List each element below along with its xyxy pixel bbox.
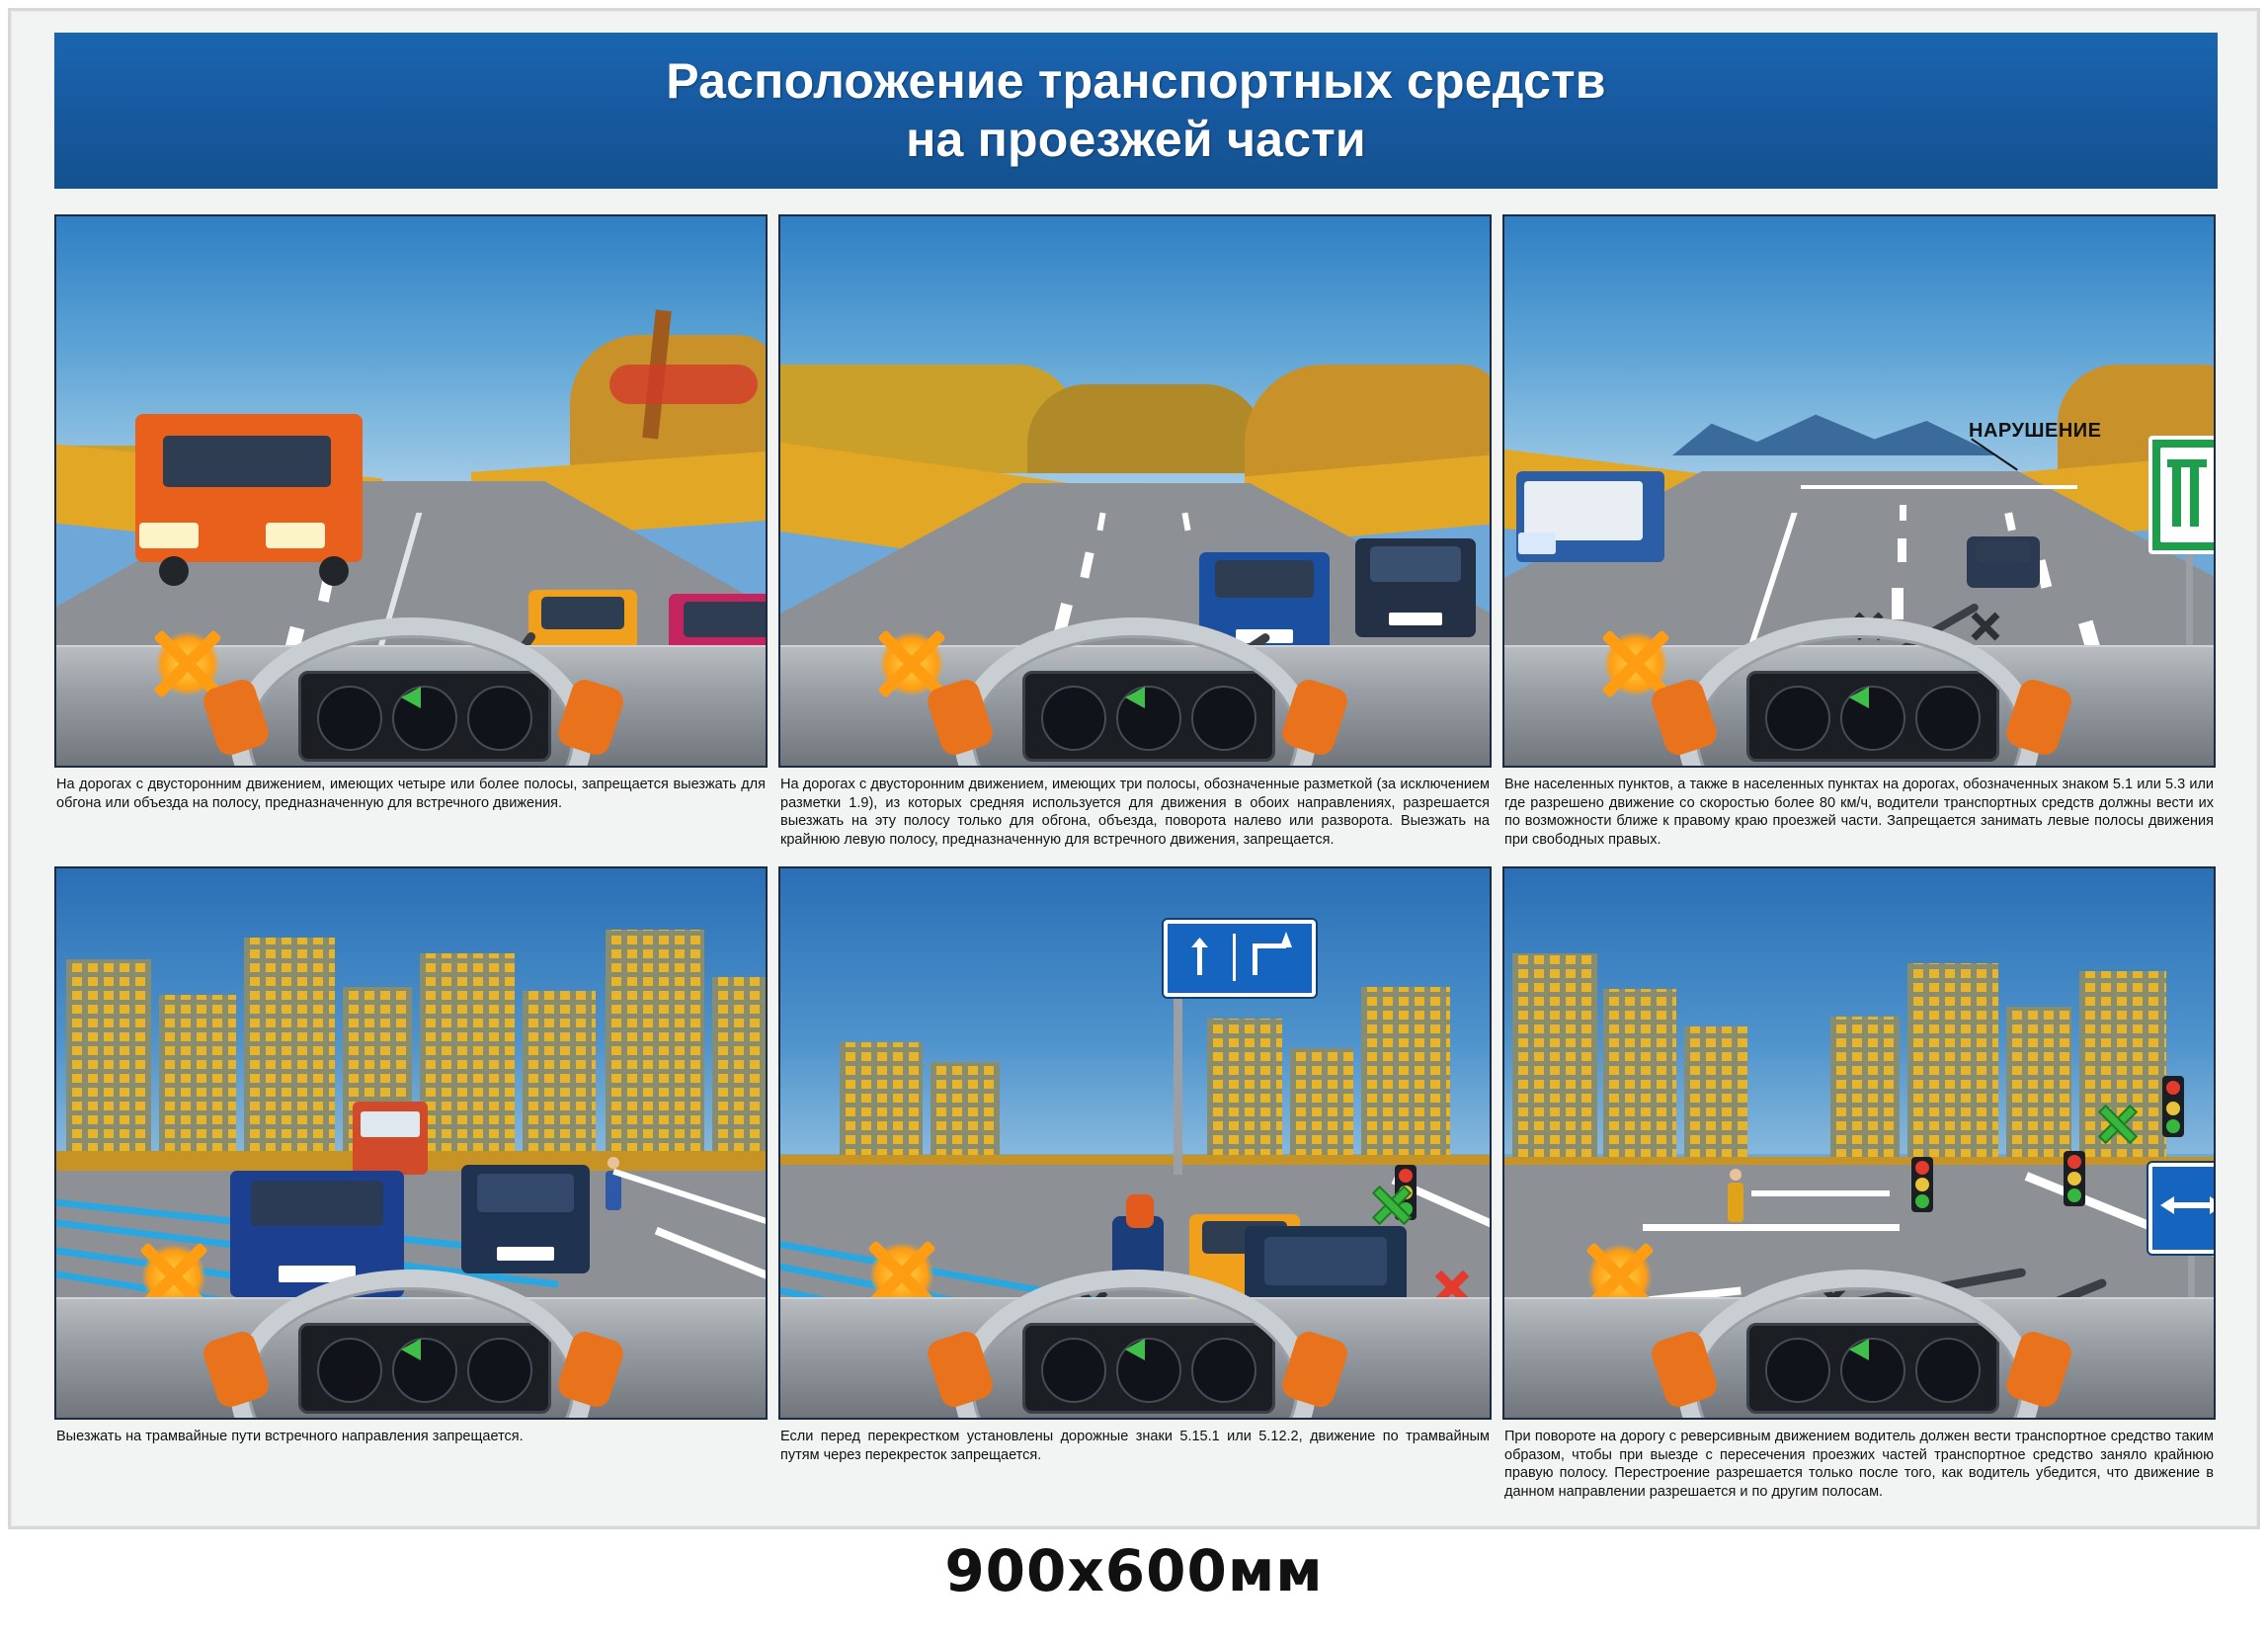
traffic-light	[1911, 1157, 1933, 1212]
panel-5	[778, 866, 1499, 1518]
building	[523, 991, 596, 1157]
building	[159, 995, 236, 1157]
road-sign-5-8-reversible-lane	[2148, 1163, 2216, 1254]
motorcycle-rider	[1126, 1194, 1154, 1228]
car-dark	[461, 1165, 590, 1273]
building	[1830, 1017, 1900, 1163]
building	[1290, 1048, 1353, 1163]
tree-cluster	[1027, 384, 1264, 473]
turn-signal-flash-icon	[879, 631, 944, 697]
dashboard	[1504, 1297, 2214, 1418]
panel-1-illustration	[54, 214, 768, 768]
building	[1512, 953, 1597, 1163]
panel-2-caption: На дорогах с двусторонним движением, имеющих три полосы, обозначенные разметкой (за исключением разметки 1.9), из которых средняя используется для движения в обоих направлениях, разрешается выезжать на эту полосу только для обгона, объезда, поворота налево или разворота. Выезжать на крайнюю левую полосу, предназначенную для встречного движения, запрещается.	[780, 777, 1490, 848]
truck-wheel	[319, 556, 349, 586]
dashboard	[1504, 645, 2214, 766]
car-violator	[1967, 536, 2040, 588]
panel-1-caption: На дорогах с двусторонним движением, имеющих четыре или более полосы, запрещается выезжать для обгона или объезда на полосу, предназначенную для встречного движения.	[56, 777, 766, 811]
truck-headlight-right	[266, 523, 325, 548]
red-foliage	[609, 365, 758, 404]
panel-5-illustration	[778, 866, 1492, 1420]
truck-headlight-left	[139, 523, 199, 548]
panel-5-caption: Если перед перекрестком установлены дорожные знаки 5.15.1 или 5.12.2, движение по трамвайным путям через перекресток запрещается.	[780, 1429, 1490, 1463]
car-dark-right	[1355, 538, 1476, 637]
building	[931, 1062, 1000, 1163]
panel-4	[54, 866, 775, 1518]
building	[2006, 1007, 2071, 1163]
dashboard	[780, 645, 1490, 766]
building	[1361, 987, 1450, 1163]
page-title-line-1: Расположение транспортных средств	[666, 53, 1606, 109]
panel-2	[778, 214, 1499, 866]
traffic-light	[2064, 1151, 2085, 1206]
building	[420, 953, 515, 1157]
panel-1	[54, 214, 775, 866]
dashboard	[56, 1297, 766, 1418]
dashboard	[56, 645, 766, 766]
building	[606, 930, 704, 1157]
panel-6	[1502, 866, 2224, 1518]
road-sign-5-15-1-lane-directions	[1164, 920, 1316, 997]
prohibition-x-green	[2095, 1102, 2141, 1147]
building	[840, 1042, 923, 1163]
lane-line-far	[1801, 485, 2077, 489]
building	[244, 938, 335, 1157]
stop-line	[1751, 1190, 1890, 1196]
sign-post	[1174, 977, 1182, 1175]
violation-label: НАРУШЕНИЕ	[1969, 420, 2102, 442]
pedestrian	[606, 1171, 621, 1210]
building	[1207, 1019, 1282, 1163]
dashboard	[780, 1297, 1490, 1418]
panel-3-illustration	[1502, 214, 2216, 768]
panel-4-caption: Выезжать на трамвайные пути встречного направления запрещается.	[56, 1429, 524, 1444]
poster-board	[8, 8, 2260, 1529]
prohibition-x-green	[1369, 1183, 1415, 1228]
building	[1684, 1026, 1747, 1163]
truck-headlight	[1518, 533, 1556, 554]
lane-line	[1643, 1224, 1900, 1231]
truck-box-panel	[1524, 481, 1643, 540]
panel-6-caption: При повороте на дорогу с реверсивным движением водитель должен вести транспортное средство таким образом, чтобы при выезде с пересечения проезжих частей транспортное средство заняло крайнюю правую полосу. Перестроение разрешается только после того, как водитель убедится, что движение в данном направлении разрешается и по другим полосам.	[1504, 1429, 2214, 1500]
building	[1603, 989, 1676, 1163]
poster-size-label: 900x600мм	[944, 1537, 1324, 1604]
truck-windshield	[163, 436, 331, 487]
panel-grid	[54, 214, 2224, 1499]
lane-dash	[1892, 588, 1904, 619]
page-title	[666, 52, 1605, 169]
poster-title-bar	[54, 33, 2218, 189]
building	[712, 977, 768, 1157]
turn-signal-flash-icon	[1603, 631, 1668, 697]
road-sign-5-1-motorway	[2148, 436, 2216, 554]
panel-3	[1502, 214, 2224, 866]
prohibition-x	[1969, 610, 2002, 643]
panel-2-illustration	[778, 214, 1492, 768]
lane-dash	[1898, 538, 1906, 562]
building	[66, 959, 151, 1157]
lane-dash	[1900, 505, 1906, 521]
page-title-line-2: на проезжей части	[906, 112, 1366, 167]
turn-signal-flash-icon	[155, 631, 220, 697]
panel-3-caption: Вне населенных пунктов, а также в населенных пунктах на дорогах, обозначенных знаком 5.1 или 5.3 или где разрешено движение со скоростью более 80 км/ч, водители транспортных средств должны вести их по возможности ближе к правому краю проезжей части. Запрещается занимать левые полосы движения при свободных правых.	[1504, 777, 2214, 848]
tram	[353, 1102, 428, 1175]
panel-6-illustration	[1502, 866, 2216, 1420]
building	[1907, 963, 1998, 1163]
pedestrian	[1728, 1183, 1743, 1222]
panel-4-illustration	[54, 866, 768, 1420]
truck-wheel	[159, 556, 189, 586]
traffic-light-reversible	[2162, 1076, 2184, 1137]
